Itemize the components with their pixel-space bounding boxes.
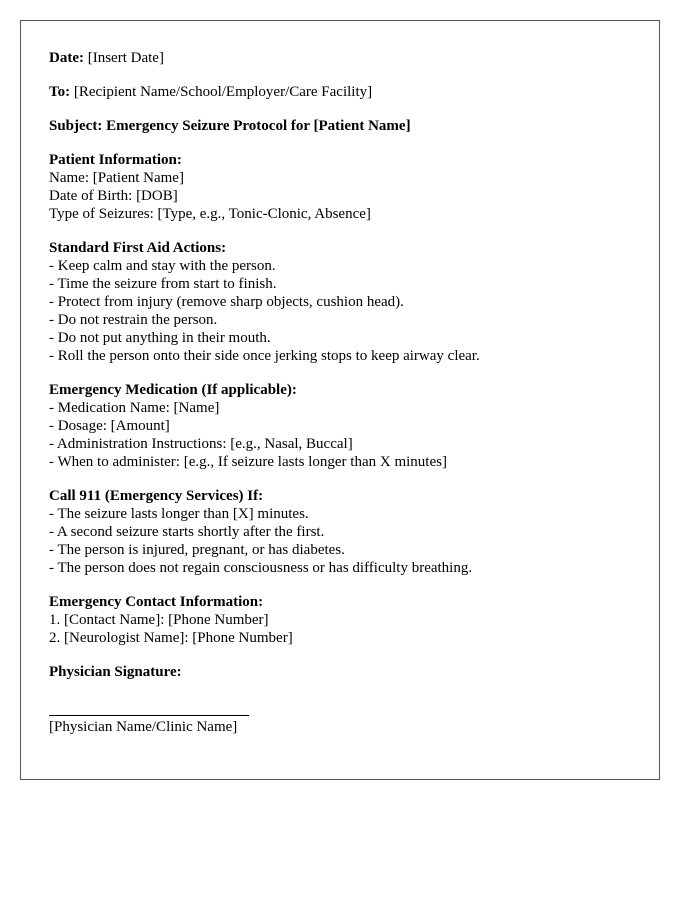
date-value: [Insert Date] [83, 50, 164, 66]
call-911-section [49, 487, 649, 577]
patient-info-line: Name: [Patient Name] [49, 170, 184, 186]
date-label: Date: [49, 50, 84, 66]
contacts-section [49, 593, 649, 647]
signature-heading: Physician Signature: [49, 664, 182, 680]
to-value: [Recipient Name/School/Employer/Care Facility] [70, 84, 373, 100]
document-page [20, 20, 660, 780]
call-911-line: - The seizure lasts longer than [X] minutes. [49, 506, 309, 522]
section-heading: Emergency Medication (If applicable): [49, 382, 297, 398]
contact-line: 1. [Contact Name]: [Phone Number] [49, 612, 269, 628]
contact-line: 2. [Neurologist Name]: [Phone Number] [49, 630, 293, 646]
signature-section [49, 663, 649, 736]
first-aid-line: - Do not restrain the person. [49, 312, 218, 328]
date-line [49, 49, 649, 67]
call-911-line: - A second seizure starts shortly after the first. [49, 524, 325, 540]
first-aid-line: - Time the seizure from start to finish. [49, 276, 277, 292]
medication-line: - When to administer: [e.g., If seizure lasts longer than X minutes] [49, 454, 447, 470]
section-heading: Patient Information: [49, 152, 182, 168]
first-aid-line: - Keep calm and stay with the person. [49, 258, 276, 274]
physician-name: [Physician Name/Clinic Name] [49, 719, 238, 735]
medication-section [49, 381, 649, 471]
first-aid-line: - Do not put anything in their mouth. [49, 330, 271, 346]
signature-line [49, 715, 249, 716]
section-heading: Emergency Contact Information: [49, 594, 264, 610]
section-heading: Call 911 (Emergency Services) If: [49, 488, 264, 504]
first-aid-line: - Roll the person onto their side once jerking stops to keep airway clear. [49, 348, 480, 364]
section-heading: Standard First Aid Actions: [49, 240, 227, 256]
medication-line: - Dosage: [Amount] [49, 418, 170, 434]
to-label: To: [49, 84, 71, 100]
subject-line: Subject: Emergency Seizure Protocol for [Patient Name] [49, 118, 411, 134]
medication-line: - Administration Instructions: [e.g., Nasal, Buccal] [49, 436, 353, 452]
patient-info-line: Date of Birth: [DOB] [49, 188, 178, 204]
patient-info-section [49, 151, 649, 223]
letter-body [49, 49, 649, 736]
medication-line: - Medication Name: [Name] [49, 400, 220, 416]
call-911-line: - The person does not regain consciousness or has difficulty breathing. [49, 560, 473, 576]
first-aid-line: - Protect from injury (remove sharp objects, cushion head). [49, 294, 404, 310]
call-911-line: - The person is injured, pregnant, or has diabetes. [49, 542, 345, 558]
patient-info-line: Type of Seizures: [Type, e.g., Tonic-Clonic, Absence] [49, 206, 371, 222]
first-aid-section [49, 239, 649, 365]
to-line [49, 83, 649, 101]
